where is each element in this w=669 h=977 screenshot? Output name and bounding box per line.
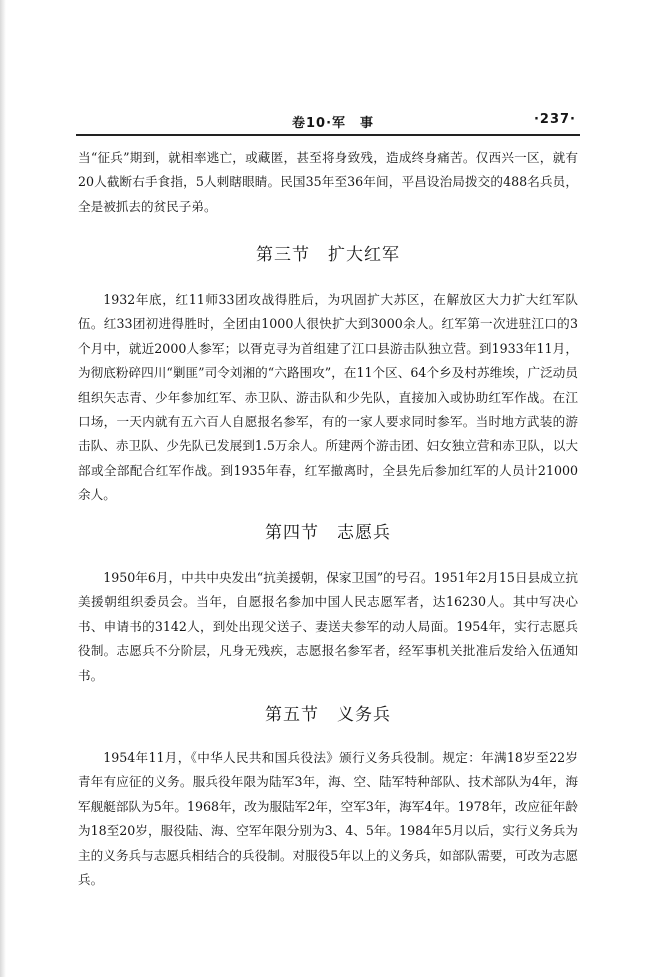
section-heading-5 [78,700,578,725]
section-3-body [78,288,578,508]
volume-title: 卷10·军 事 [292,116,375,131]
running-header [76,110,580,132]
paragraph-text: 当“征兵”期到，就相率逃亡，或藏匿，甚至将身致残，造成终身痛苦。仅西兴一区，就有20人截断右手食指，5人刺瞎眼睛。民国35年至36年间，平昌设治局拨交的488名兵员，全是被抓去的贫民子弟。 [78,150,578,214]
header-rule [76,134,580,136]
section-title: 扩大红军 [328,245,400,265]
section-5-body [78,746,578,892]
paragraph-text: 1950年6月，中共中央发出“抗美援朝，保家卫国”的号召。1951年2月15日县成立抗美援朝组织委员会。当年，自愿报名参加中国人民志愿军者，达16230人。其中写决心书、申请书的3142人，到处出现父送子、妻送夫参军的动人局面。1954年，实行志愿兵役制。志愿兵不分阶层，凡身无残疾，志愿报名参军者，经军事机关批准后发给入伍通知书。 [78,570,578,683]
section-4-body [78,566,578,688]
paragraph-text: 1932年底，红11师33团攻战得胜后，为巩固扩大苏区，在解放区大力扩大红军队伍。红33团初进得胜时，全团由1000人很快扩大到3000余人。红军第一次进驻江口的3个月中，就近2000人参军；以胥克寻为首组建了江口县游击队独立营。到1933年11月，为彻底粉碎四川“剿匪”司令刘湘的“六路围攻”，在11个区、64个乡及村苏维埃，广泛动员组织矢志青、少年参加红军、赤卫队、游击队和少先队，直接加入或协助红军作战。在江口场，一天内就有五六百人自愿报名参军，有的一家人要求同时参军。当时地方武装的游击队、赤卫队、少先队已发展到1.5万余人。所建两个游击团、妇女独立营和赤卫队，以大部或全部配合红军作战。到1935年春，红军撤离时，全县先后参加红军的人员计21000余人。 [78,292,578,503]
paragraph-text: 1954年11月，《中华人民共和国兵役法》颁行义务兵役制。规定：年满18岁至22岁青年有应征的义务。服兵役年限为陆军3年，海、空、陆军特种部队、技术部队为4年，海军舰艇部队为5年。1968年，改为服陆军2年，空军3年，海军4年。1978年，改应征年龄为18至20岁，服役陆、海、空军年限分别为3、4、5年。1984年5月以后，实行义务兵为主的义务兵与志愿兵相结合的兵役制。对服役5年以上的义务兵，如部队需要，可改为志愿兵。 [78,750,578,888]
section-heading-3 [78,240,578,265]
scan-edge-shadow [0,0,6,977]
page-number: ·237· [533,112,576,127]
section-title: 义务兵 [337,705,391,725]
continued-paragraph [78,146,578,219]
section-number: 第五节 [265,705,319,725]
section-title: 志愿兵 [337,523,391,543]
section-number: 第三节 [256,245,310,265]
section-number: 第四节 [265,523,319,543]
section-heading-4 [78,518,578,543]
